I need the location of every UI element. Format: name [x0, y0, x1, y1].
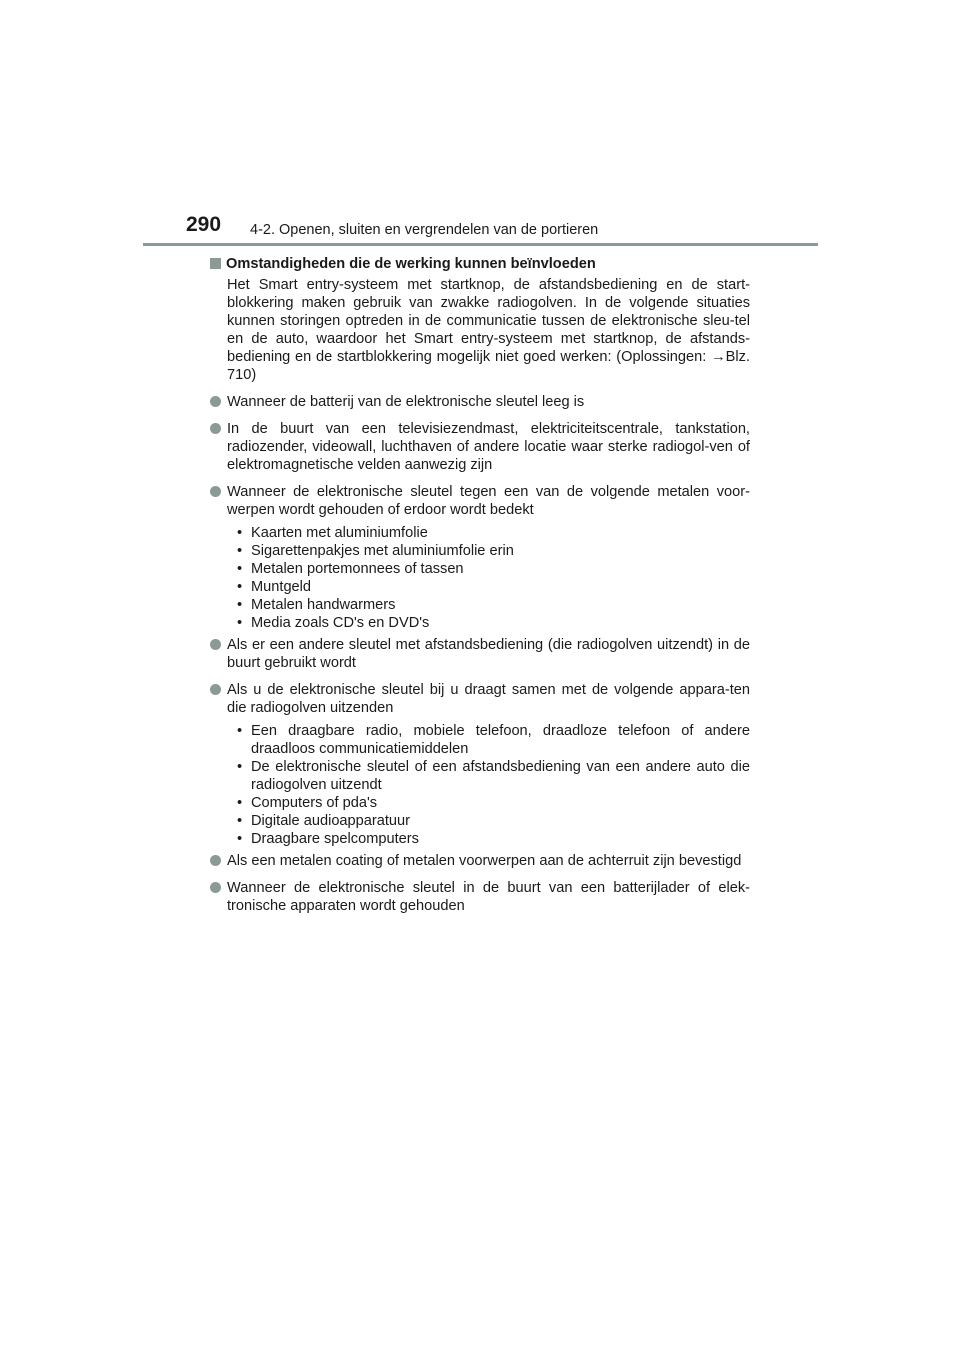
sub-list-item: • De elektronische sleutel of een afstandsbediening van een andere auto die radiogolven uitzendt	[237, 759, 750, 793]
list-item	[210, 879, 750, 915]
intro-paragraph	[210, 276, 750, 384]
sub-list-item: • Metalen handwarmers	[237, 597, 396, 613]
circle-bullet-icon	[210, 882, 221, 893]
header-divider	[143, 243, 818, 246]
bullet-text: Wanneer de batterij van de elektronische sleutel leeg is	[227, 394, 585, 410]
bullet-text: Als een metalen coating of metalen voorwerpen aan de achterruit zijn bevestigd	[227, 853, 742, 869]
circle-bullet-icon	[210, 855, 221, 866]
section-heading	[210, 255, 750, 273]
circle-bullet-icon	[210, 423, 221, 434]
chapter-title: 4-2. Openen, sluiten en vergrendelen van de portieren	[250, 222, 599, 238]
list-item	[210, 636, 750, 672]
sub-list-item: • Een draagbare radio, mobiele telefoon, draadloze telefoon of andere draadloos communicatiemiddelen	[237, 723, 750, 757]
sub-list-item: • Computers of pda's	[237, 795, 378, 811]
sub-list-item: • Media zoals CD's en DVD's	[237, 615, 430, 631]
circle-bullet-icon	[210, 396, 221, 407]
bullet-text: Als u de elektronische sleutel bij u draagt samen met de volgende appara-ten die radiogolven uitzenden	[227, 682, 750, 716]
metal-objects-list	[210, 524, 750, 632]
dot-icon: •	[237, 723, 243, 739]
list-item	[210, 420, 750, 474]
dot-icon: •	[237, 597, 243, 613]
intro-text: Het Smart entry-systeem met startknop, de afstandsbediening en de start-blokkering maken gebruik van zwakke radiogolven. In de volgende situaties kunnen storingen optreden in de communicatie tussen de elektronische sleu-tel en de auto, waardoor het Smart entry-systeem met startknop, de afstands-bediening en de startblokkering mogelijk niet goed werken: (Oplossingen:	[227, 277, 750, 365]
page-reference-link[interactable]: Blz. 710)	[227, 349, 750, 383]
sub-list-item: • Digitale audioapparatuur	[237, 813, 411, 829]
dot-icon: •	[237, 525, 243, 541]
list-item	[210, 852, 750, 870]
dot-icon: •	[237, 831, 243, 847]
bullet-text: Als er een andere sleutel met afstandsbediening (die radiogolven uitzendt) in de buurt gebruikt wordt	[227, 637, 750, 671]
bullet-text: In de buurt van een televisiezendmast, elektriciteitscentrale, tankstation, radiozender, videowall, luchthaven of andere locatie waar sterke radiogol-ven of elektromagnetische velden aanwezig zijn	[227, 421, 750, 473]
sub-list-item: • Metalen portemonnees of tassen	[237, 561, 464, 577]
dot-icon: •	[237, 795, 243, 811]
arrow-right-icon: →	[711, 349, 726, 365]
sub-list-item: • Kaarten met aluminiumfolie	[237, 525, 428, 541]
bullet-text: Wanneer de elektronische sleutel tegen een van de volgende metalen voor-werpen wordt gehouden of erdoor wordt bedekt	[227, 484, 750, 518]
list-item	[210, 681, 750, 717]
dot-icon: •	[237, 579, 243, 595]
dot-icon: •	[237, 813, 243, 829]
circle-bullet-icon	[210, 639, 221, 650]
dot-icon: •	[237, 759, 243, 775]
list-item	[210, 393, 750, 411]
dot-icon: •	[237, 615, 243, 631]
circle-bullet-icon	[210, 486, 221, 497]
sub-list-item: • Sigarettenpakjes met aluminiumfolie erin	[237, 543, 514, 559]
square-bullet-icon	[210, 258, 221, 269]
content	[210, 255, 750, 915]
radio-devices-list	[210, 722, 750, 848]
bullet-text: Wanneer de elektronische sleutel in de buurt van een batterijlader of elek-tronische apparaten wordt gehouden	[227, 880, 750, 914]
dot-icon: •	[237, 561, 243, 577]
sub-list-item: • Muntgeld	[237, 579, 312, 595]
list-item	[210, 483, 750, 519]
page-number: 290	[186, 213, 222, 236]
section-heading-text: Omstandigheden die de werking kunnen beïnvloeden	[226, 256, 596, 272]
circle-bullet-icon	[210, 684, 221, 695]
sub-list-item: • Draagbare spelcomputers	[237, 831, 419, 847]
dot-icon: •	[237, 543, 243, 559]
